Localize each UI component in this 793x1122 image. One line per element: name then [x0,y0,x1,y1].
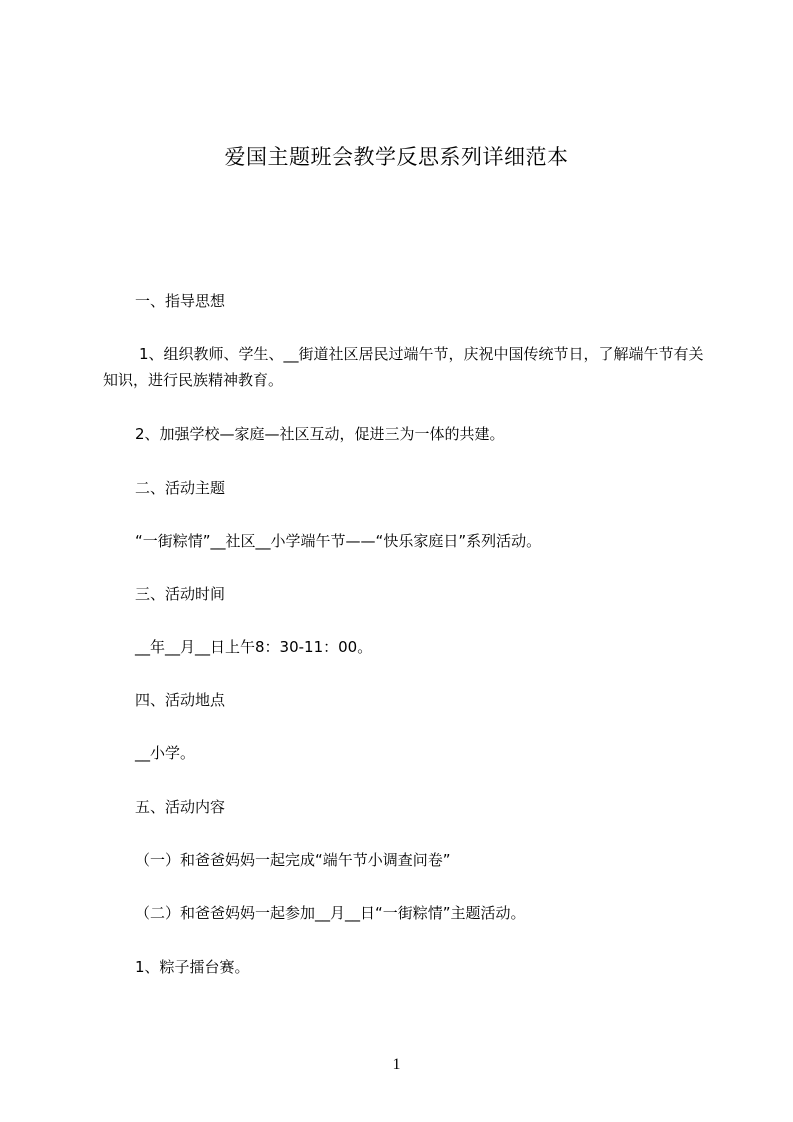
paragraph-content-part-2: （二）和爸爸妈妈一起参加__月__日“一街粽情”主题活动。 [135,904,526,922]
paragraph-zongzi-contest: 1、粽子擂台赛。 [135,958,250,976]
heading-activity-location: 四、活动地点 [135,691,226,709]
document-title: 爱国主题班会教学反思系列详细范本 [224,145,569,169]
paragraph-activity-time: __年__月__日上午8：30-11：00。 [135,638,373,656]
heading-activity-time: 三、活动时间 [135,585,226,603]
heading-activity-theme: 二、活动主题 [135,479,226,497]
paragraph-item-2: 2、加强学校—家庭—社区互动，促进三为一体的共建。 [135,425,505,443]
heading-activity-content: 五、活动内容 [135,798,226,816]
heading-guiding-ideology: 一、指导思想 [135,292,226,310]
paragraph-activity-theme: “一街粽情”__社区__小学端午节——“快乐家庭日”系列活动。 [135,532,542,550]
page-number: 1 [392,1056,401,1073]
paragraph-activity-location: __小学。 [135,744,196,762]
paragraph-content-part-1: （一）和爸爸妈妈一起完成“端午节小调查问卷” [135,851,451,869]
paragraph-item-1: 1、组织教师、学生、__街道社区居民过端午节，庆祝中国传统节日，了解端午节有关知识，进行民族精神教育。 [103,345,704,389]
